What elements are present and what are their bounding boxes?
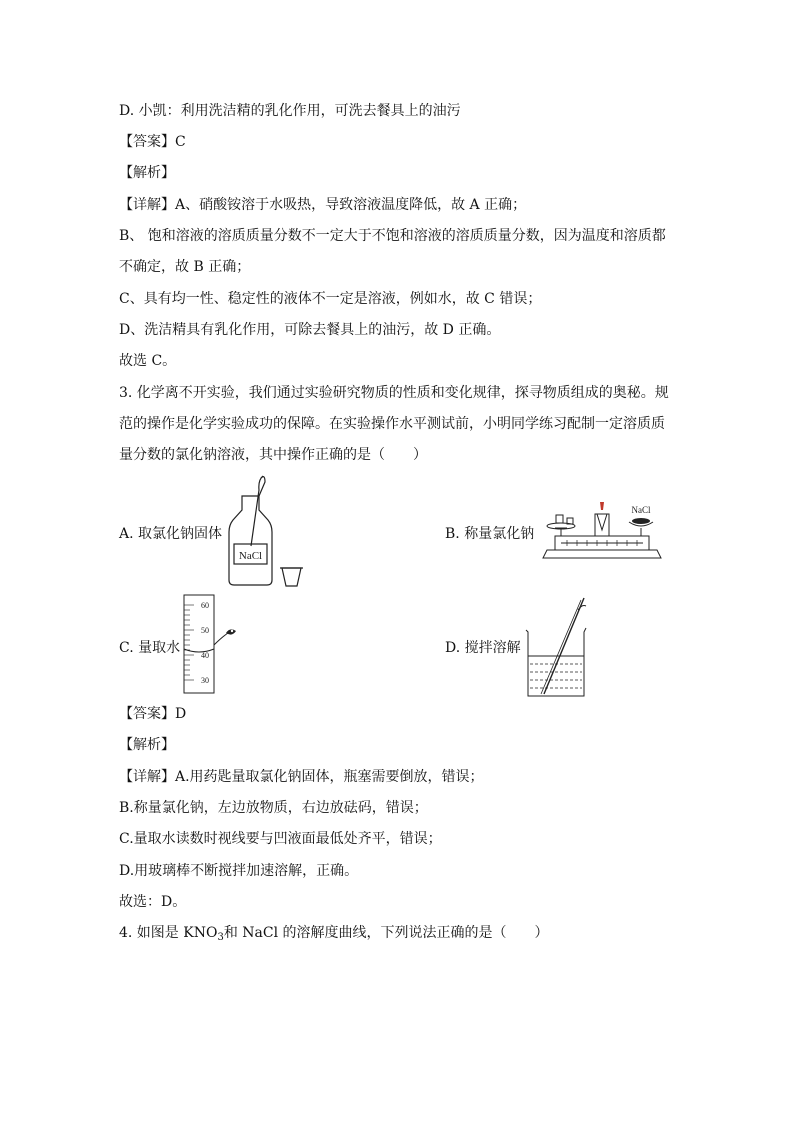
balance-figure [537,500,667,564]
balance-label-text: NaCl [631,505,651,515]
tick-label-40: 40 [201,651,209,660]
q3-stem-line3: 量分数的氯化钠溶液，其中操作正确的是（ ） [119,447,427,463]
q4-stem-subscript: 3 [217,932,224,943]
q3-option-d-label: D. 搅拌溶解 [445,640,521,656]
q3-analysis-heading: 【解析】 [119,737,175,753]
q4-stem-prefix: 4. 如图是 KNO [119,925,218,941]
q3-detail-c: C.量取水读数时视线要与凹液面最低处齐平，错误； [119,831,442,847]
q3-stem-line2: 范的操作是化学实验成功的保障。在实验操作水平测试前，小明同学练习配制一定溶质质 [119,416,665,432]
q3-stem-line1: 3. 化学离不开实验，我们通过实验研究物质的性质和变化规律，探寻物质组成的奥秘。规 [119,385,669,401]
q3-detail-d: D.用玻璃棒不断搅拌加速溶解，正确。 [119,863,359,879]
q2-detail-b-line1: B、 饱和溶液的溶质质量分数不一定大于不饱和溶液的溶质质量分数，因为温度和溶质都 [119,228,666,244]
q2-detail-c: C、具有均一性、稳定性的液体不一定是溶液，例如水，故 C 错误； [119,291,542,307]
q3-option-b-label: B. 称量氯化钠 [445,526,535,542]
q3-option-c-label: C. 量取水 [119,640,181,656]
beaker-stirring-figure [524,596,590,698]
q4-stem-suffix: 和 NaCl 的溶解度曲线，下列说法正确的是（ ） [223,925,549,941]
q3-answer: 【答案】D [119,706,187,722]
q2-analysis-heading: 【解析】 [119,165,175,181]
tick-label-50: 50 [201,626,209,635]
q2-detail-a: 【详解】A、硝酸铵溶于水吸热，导致溶液温度降低，故 A 正确； [119,197,527,213]
q3-conclusion: 故选：D。 [119,894,187,910]
reagent-bottle-figure [215,476,315,591]
q2-answer: 【答案】C [119,134,186,150]
graduated-cylinder-figure [180,593,246,695]
q3-option-a-label: A. 取氯化钠固体 [119,526,223,542]
q2-conclusion: 故选 C。 [119,353,177,369]
bottle-label-text: NaCl [238,550,263,562]
q4-stem [119,923,549,943]
q2-detail-d: D、洗洁精具有乳化作用，可除去餐具上的油污，故 D 正确。 [119,322,501,338]
tick-label-60: 60 [201,601,209,610]
q3-detail-b: B.称量氯化钠，左边放物质，右边放砝码，错误； [119,800,428,816]
q3-detail-a: 【详解】A.用药匙量取氯化钠固体，瓶塞需要倒放，错误； [119,769,484,785]
q2-detail-b-line2: 不确定，故 B 正确； [119,259,251,275]
tick-label-30: 30 [201,676,209,685]
q2-option-d: D. 小凯：利用洗洁精的乳化作用，可洗去餐具上的油污 [119,103,461,119]
